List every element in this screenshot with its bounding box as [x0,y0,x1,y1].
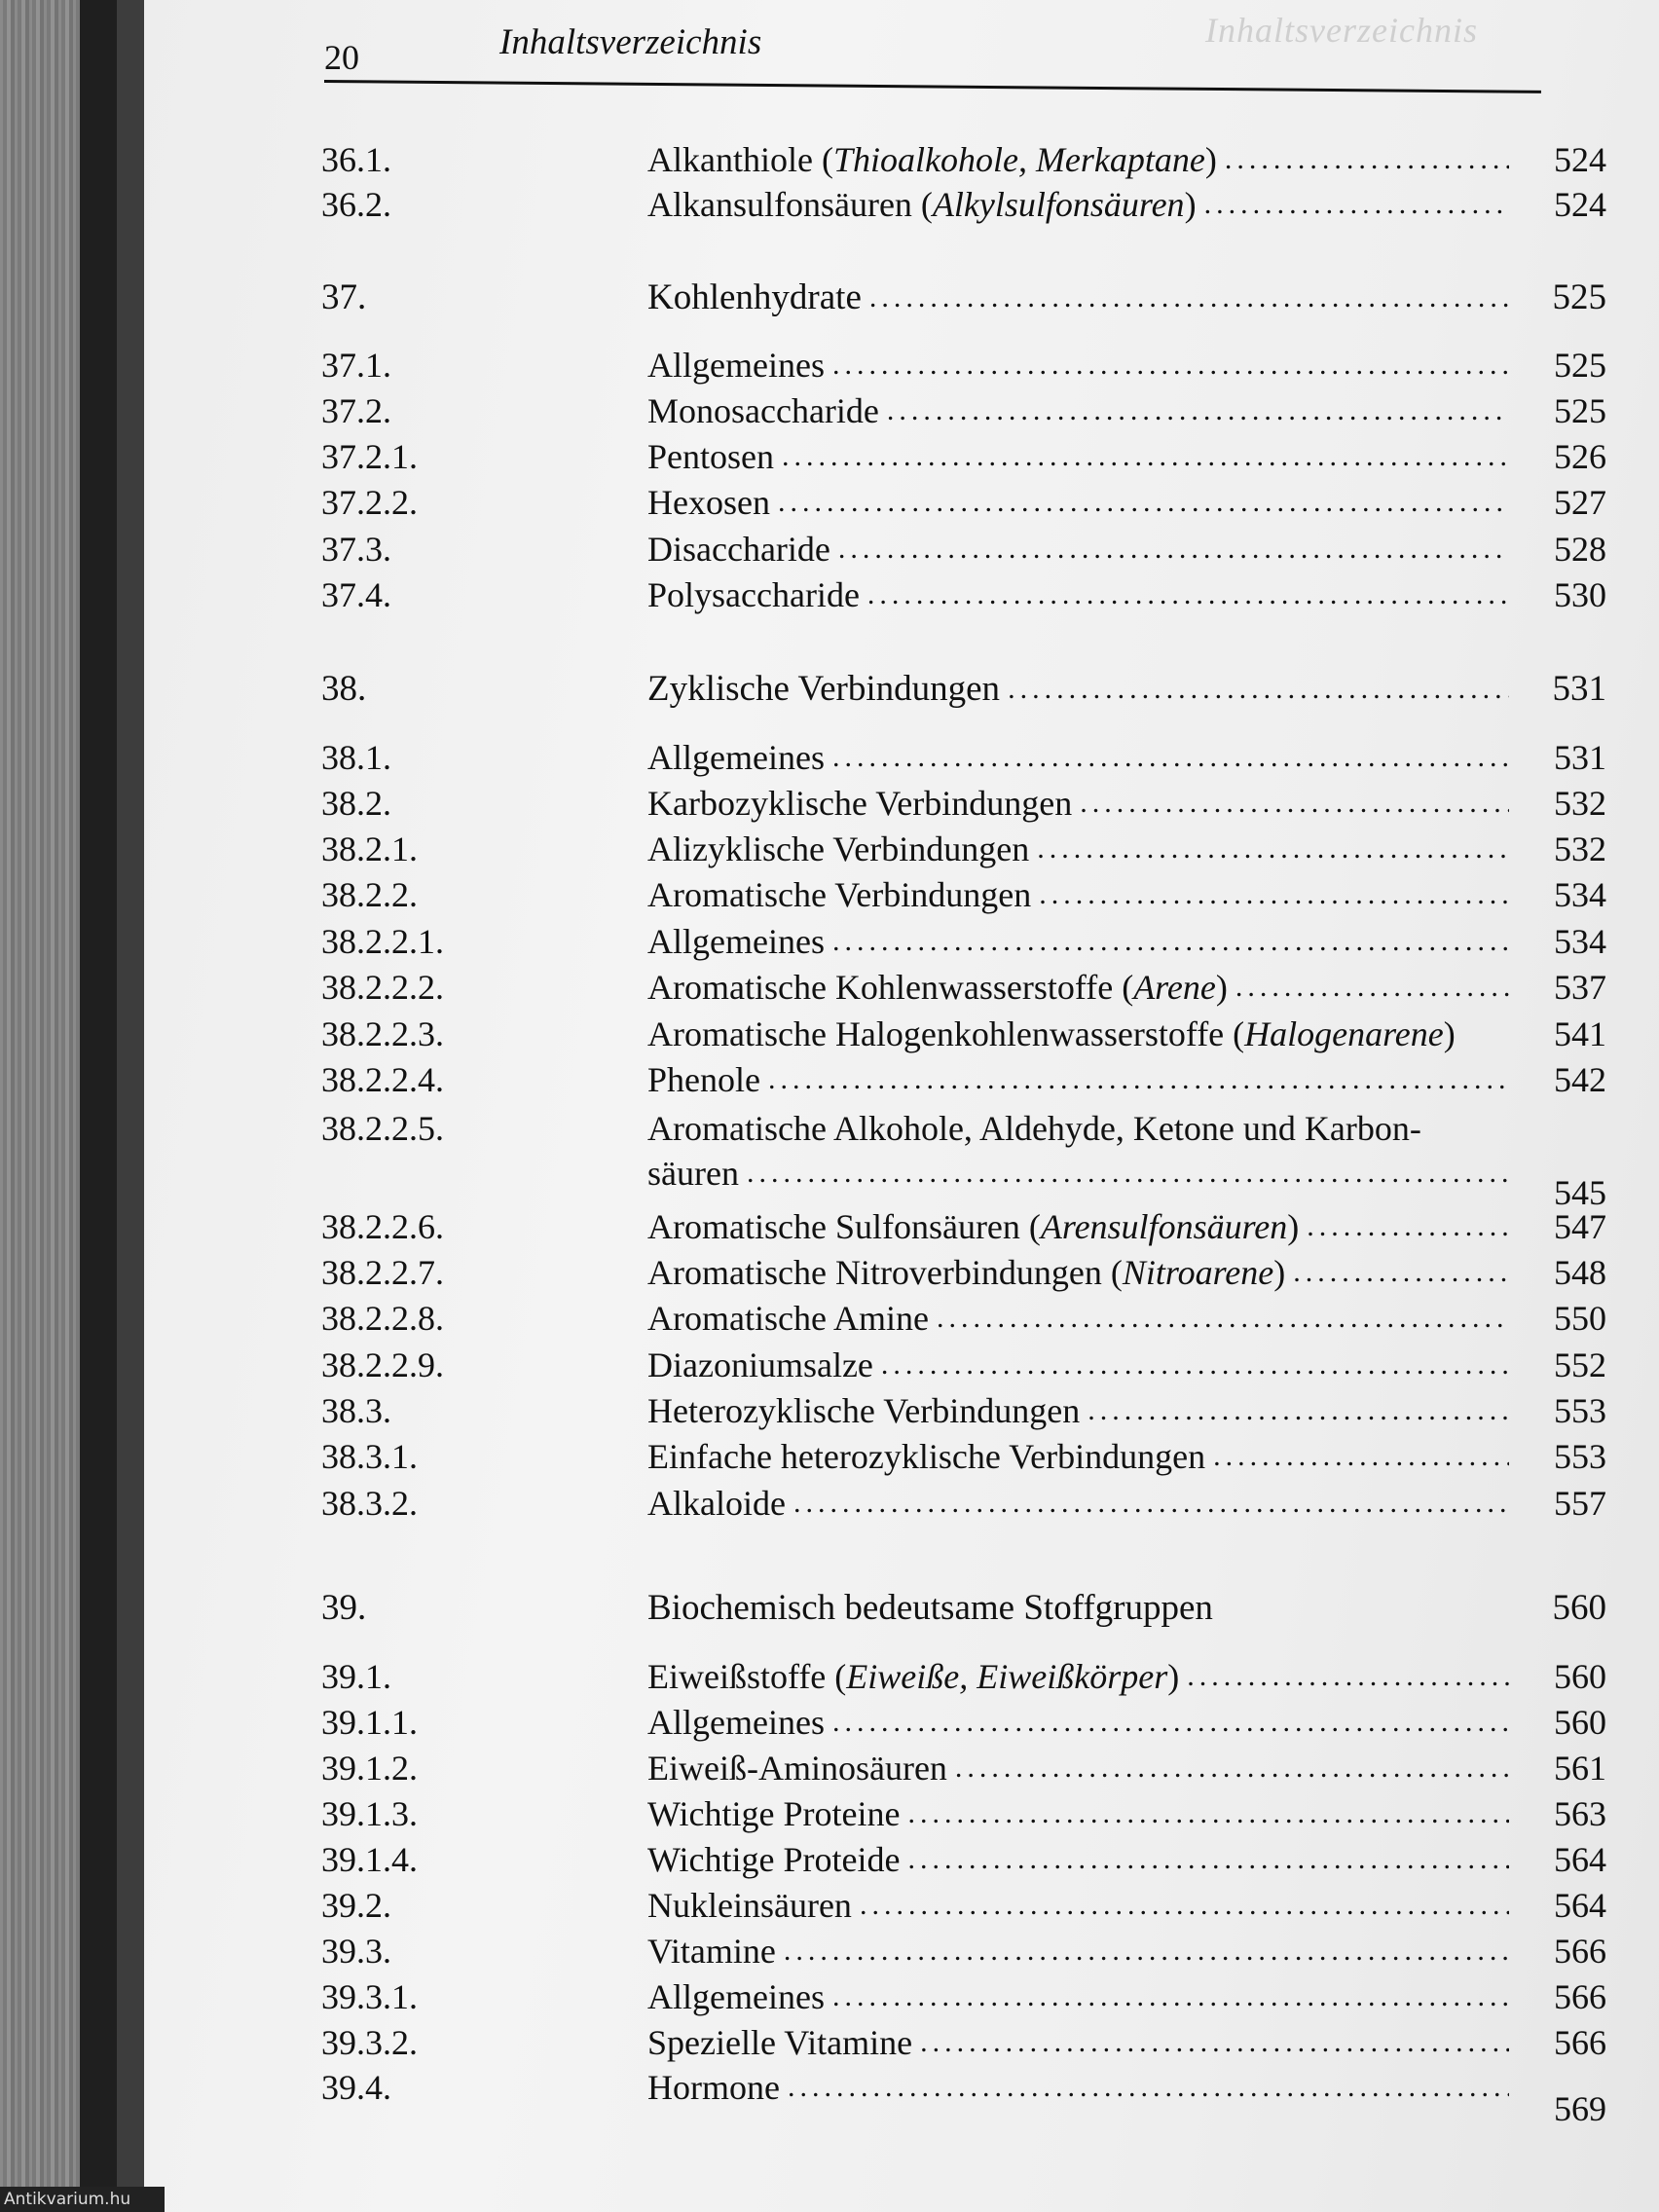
leader-dots [1031,873,1509,916]
toc-entry-number: 38.2.2.2. [321,968,444,1007]
toc-chapter [321,1587,1606,1630]
toc-entry-page: 566 [1554,1932,1606,1971]
toc-entry [321,1655,1606,1698]
page-number: 20 [324,38,359,77]
leader-dots [1197,183,1509,226]
toc-entry-page: 560 [1552,1588,1606,1628]
toc-entry-page: 541 [1554,1014,1606,1053]
toc-entry [321,1792,1606,1835]
leader-dots [900,1792,1509,1835]
toc-entry-title: Aromatische Verbindungen [647,875,1032,914]
toc-entry-number: 38.2.2.4. [321,1060,444,1099]
toc-entry-number: 38.2.2. [321,875,418,914]
toc-entry-page: 545 [1554,1173,1606,1212]
toc-entry-number: 39.1.4. [321,1840,418,1879]
leader-dots [825,1975,1509,2018]
toc-entry-number: 38.2.2.7. [321,1253,444,1292]
toc-entry [321,1013,1606,1055]
toc-entry [321,1344,1606,1386]
leader-dots [780,2066,1509,2109]
toc-entry [321,389,1606,432]
toc-entry-page: 524 [1554,185,1606,224]
toc-entry [321,1389,1606,1432]
toc-entry [321,782,1606,825]
toc-entry-number: 39.4. [321,2068,391,2107]
toc-entry-page: 560 [1554,1657,1606,1696]
leader-dots [739,1152,1509,1195]
toc-entry [321,1747,1606,1789]
toc-entry-page: 560 [1554,1703,1606,1742]
toc-entry [321,1482,1606,1525]
toc-entry-page: 547 [1554,1207,1606,1246]
leader-dots [862,276,1509,319]
toc-entry-title: Einfache heterozyklische Verbindungen [647,1437,1206,1476]
leader-dots [1179,1655,1509,1698]
toc-entry-page: 548 [1554,1253,1606,1292]
toc-entry-page: 563 [1554,1794,1606,1833]
watermark: Antikvarium.hu [0,2187,165,2212]
toc-entry [321,873,1606,916]
leader-dots [929,1297,1509,1340]
toc-entry-title: Aromatische Nitroverbindungen (Nitroarene) [647,1253,1286,1292]
toc-entry-title: Kohlenhydrate [647,277,862,317]
toc-entry-page: 552 [1554,1346,1606,1384]
toc-entry-title: Zyklische Verbindungen [647,669,1001,709]
leader-dots [879,389,1509,432]
leader-dots [1217,138,1509,181]
toc-entry-title: Aromatische Amine [647,1299,929,1338]
toc-entry-page: 537 [1554,968,1606,1007]
toc-entry-number: 38.2.2.8. [321,1299,444,1338]
leader-dots [1299,1205,1509,1248]
toc-entry-page: 553 [1554,1437,1606,1476]
toc-entry [321,1884,1606,1927]
leader-dots [1029,828,1509,870]
toc-entry-number: 39. [321,1588,367,1628]
leader-dots [1205,1435,1509,1478]
toc-entry-number: 39.2. [321,1886,391,1925]
toc-entry-title: Nukleinsäuren [647,1886,852,1925]
toc-entry [321,966,1606,1009]
toc-entry-number: 38.2.2.3. [321,1014,444,1053]
toc-entry-number: 37.2.1. [321,437,418,476]
leader-dots [947,1747,1509,1789]
toc-entry-page: 532 [1554,784,1606,823]
toc-entry-title: Aromatische Sulfonsäuren (Arensulfonsäuren) [647,1207,1300,1246]
toc-entry-title: Hexosen [647,483,770,522]
toc-entry-number: 36.1. [321,140,391,179]
toc-entry-title: Wichtige Proteine [647,1794,901,1833]
leader-dots [774,435,1509,478]
show-through-running-title: Inhaltsverzeichnis [1205,11,1478,50]
toc-entry [321,1251,1606,1294]
toc-entry-page: 534 [1554,875,1606,914]
toc-entry-page: 564 [1554,1886,1606,1925]
toc-entry [321,1297,1606,1340]
leader-dots [770,481,1509,524]
toc-entry [321,138,1606,181]
toc-entry-title: Polysaccharide [647,575,860,614]
toc-entry-title: Allgemeines [647,738,825,777]
toc-entry [321,183,1606,226]
leader-dots [873,1344,1509,1386]
toc-entry-title: Allgemeines [647,922,825,961]
toc-entry [321,1975,1606,2018]
leader-dots [860,573,1509,616]
toc-entry [321,1701,1606,1744]
leader-dots [912,2021,1509,2064]
toc-entry-title: Pentosen [647,437,774,476]
leader-dots [825,1701,1509,1744]
toc-entry [321,528,1606,571]
toc-entry-page: 561 [1554,1749,1606,1788]
toc-entry-number: 38. [321,669,367,709]
toc-entry-page: 553 [1554,1391,1606,1430]
toc-entry [321,1435,1606,1478]
toc-entry-title: Alkaloide [647,1484,786,1523]
leader-dots [1285,1251,1509,1294]
toc-entry-number: 39.3. [321,1932,391,1971]
toc-entry-page: 569 [1554,2089,1606,2128]
toc-entry-title: Wichtige Proteide [647,1840,901,1879]
toc-entry-title: Disaccharide [647,530,830,569]
toc-entry-page: 531 [1552,669,1606,709]
toc-entry-number: 39.1.2. [321,1749,418,1788]
toc-entry-title: Eiweiß-Aminosäuren [647,1749,947,1788]
toc-entry [321,1930,1606,1972]
toc-entry-number: 38.1. [321,738,391,777]
leader-dots [1228,966,1509,1009]
toc-entry-number: 39.1. [321,1657,391,1696]
toc-entry-number: 39.3.1. [321,1977,418,2016]
running-title: Inhaltsverzeichnis [499,22,762,62]
toc-entry-title: säuren [647,1154,739,1193]
leader-dots [1072,782,1509,825]
toc-entry-number: 38.2. [321,784,391,823]
toc-entry-title: Allgemeines [647,1703,825,1742]
toc-entry-number: 38.3. [321,1391,391,1430]
toc-entry-title: Allgemeines [647,346,825,385]
leader-dots [830,528,1509,571]
toc-entry-number: 37.2.2. [321,483,418,522]
toc-entry-page: 542 [1554,1060,1606,1099]
toc-entry-number: 38.2.1. [321,830,418,868]
toc-entry-title: Eiweißstoffe (Eiweiße, Eiweißkörper) [647,1657,1180,1696]
toc-entry-page: 566 [1554,1977,1606,2016]
toc-entry-title: Karbozyklische Verbindungen [647,784,1073,823]
leader-dots [786,1482,1509,1525]
toc-entry-number: 37.2. [321,391,391,430]
book-binding [80,0,117,2212]
toc-chapter [321,276,1606,319]
leader-dots [825,344,1509,387]
binding-shadow [117,0,144,2212]
toc-entry-number: 39.1.3. [321,1794,418,1833]
toc-entry-continuation [321,1152,1606,1212]
toc-entry-number: 39.1.1. [321,1703,418,1742]
toc-entry [321,573,1606,616]
toc-entry [321,2066,1606,2128]
toc-entry-page: 525 [1552,277,1606,317]
book-spine-edge [0,0,80,2212]
toc-entry-number: 38.3.1. [321,1437,418,1476]
toc-entry-number: 38.2.2.5. [321,1109,444,1148]
toc-entry-number: 36.2. [321,185,391,224]
toc-entry-page: 525 [1554,346,1606,385]
toc-entry-number: 39.3.2. [321,2023,418,2062]
toc-entry [321,1058,1606,1101]
toc-entry-page: 530 [1554,575,1606,614]
toc-entry [321,1838,1606,1881]
toc-chapter [321,668,1606,711]
leader-dots [852,1884,1509,1927]
toc-entry-number: 38.2.2.9. [321,1346,444,1384]
leader-dots [825,736,1509,779]
toc-entry-number: 37.4. [321,575,391,614]
toc-entry-page: 524 [1554,140,1606,179]
toc-entry [321,2021,1606,2064]
toc-entry-title: Aromatische Alkohole, Aldehyde, Ketone und Karbon- [647,1109,1421,1148]
toc-entry-title: Alkansulfonsäuren (Alkylsulfonsäuren) [647,185,1197,224]
toc-entry-number: 37.1. [321,346,391,385]
toc-entry-number: 38.3.2. [321,1484,418,1523]
toc-entry-title: Biochemisch bedeutsame Stoffgruppen [647,1588,1213,1628]
toc-entry-title: Alkanthiole (Thioalkohole, Merkaptane) [647,140,1217,179]
leader-dots [900,1838,1509,1881]
leader-dots [825,920,1509,963]
toc-entry-title: Vitamine [647,1932,776,1971]
toc-entry-page: 566 [1554,2023,1606,2062]
leader-dots [1080,1389,1509,1432]
toc-entry [321,736,1606,779]
toc-entry-number: 38.2.2.6. [321,1207,444,1246]
toc-entry-title: Spezielle Vitamine [647,2023,913,2062]
toc-entry-title: Monosaccharide [647,391,879,430]
toc-entry-page: 557 [1554,1484,1606,1523]
toc-entry-page: 534 [1554,922,1606,961]
toc-entry-page: 525 [1554,391,1606,430]
toc-entry-title: Phenole [647,1060,760,1099]
toc-entry-number: 37.3. [321,530,391,569]
toc-entry [321,828,1606,870]
toc-entry [321,344,1606,387]
header-rule [324,80,1541,93]
toc-entry-page: 527 [1554,483,1606,522]
toc-entry [321,435,1606,478]
toc-entry-title: Aromatische Halogenkohlenwasserstoffe (Halogenarene) [647,1014,1456,1053]
toc-entry [321,481,1606,524]
toc-entry-page: 526 [1554,437,1606,476]
toc-entry-page: 550 [1554,1299,1606,1338]
leader-dots [760,1058,1509,1101]
toc-entry-title: Diazoniumsalze [647,1346,873,1384]
toc-entry-title: Hormone [647,2068,780,2107]
toc-entry-page: 531 [1554,738,1606,777]
toc-entry-title: Allgemeines [647,1977,825,2016]
toc-entry-number: 37. [321,277,367,317]
book-page [144,0,1659,2212]
toc-entry-page: 564 [1554,1840,1606,1879]
toc-entry [321,1205,1606,1248]
toc-entry-number: 38.2.2.1. [321,922,444,961]
leader-dots [1000,668,1509,711]
toc-entry-title: Alizyklische Verbindungen [647,830,1030,868]
toc-entry [321,1107,1606,1150]
leader-dots [776,1930,1509,1972]
toc-entry-title: Heterozyklische Verbindungen [647,1391,1081,1430]
toc-entry [321,920,1606,963]
toc-entry-title: Aromatische Kohlenwasserstoffe (Arene) [647,968,1228,1007]
toc-entry-page: 528 [1554,530,1606,569]
toc-entry-page: 532 [1554,830,1606,868]
